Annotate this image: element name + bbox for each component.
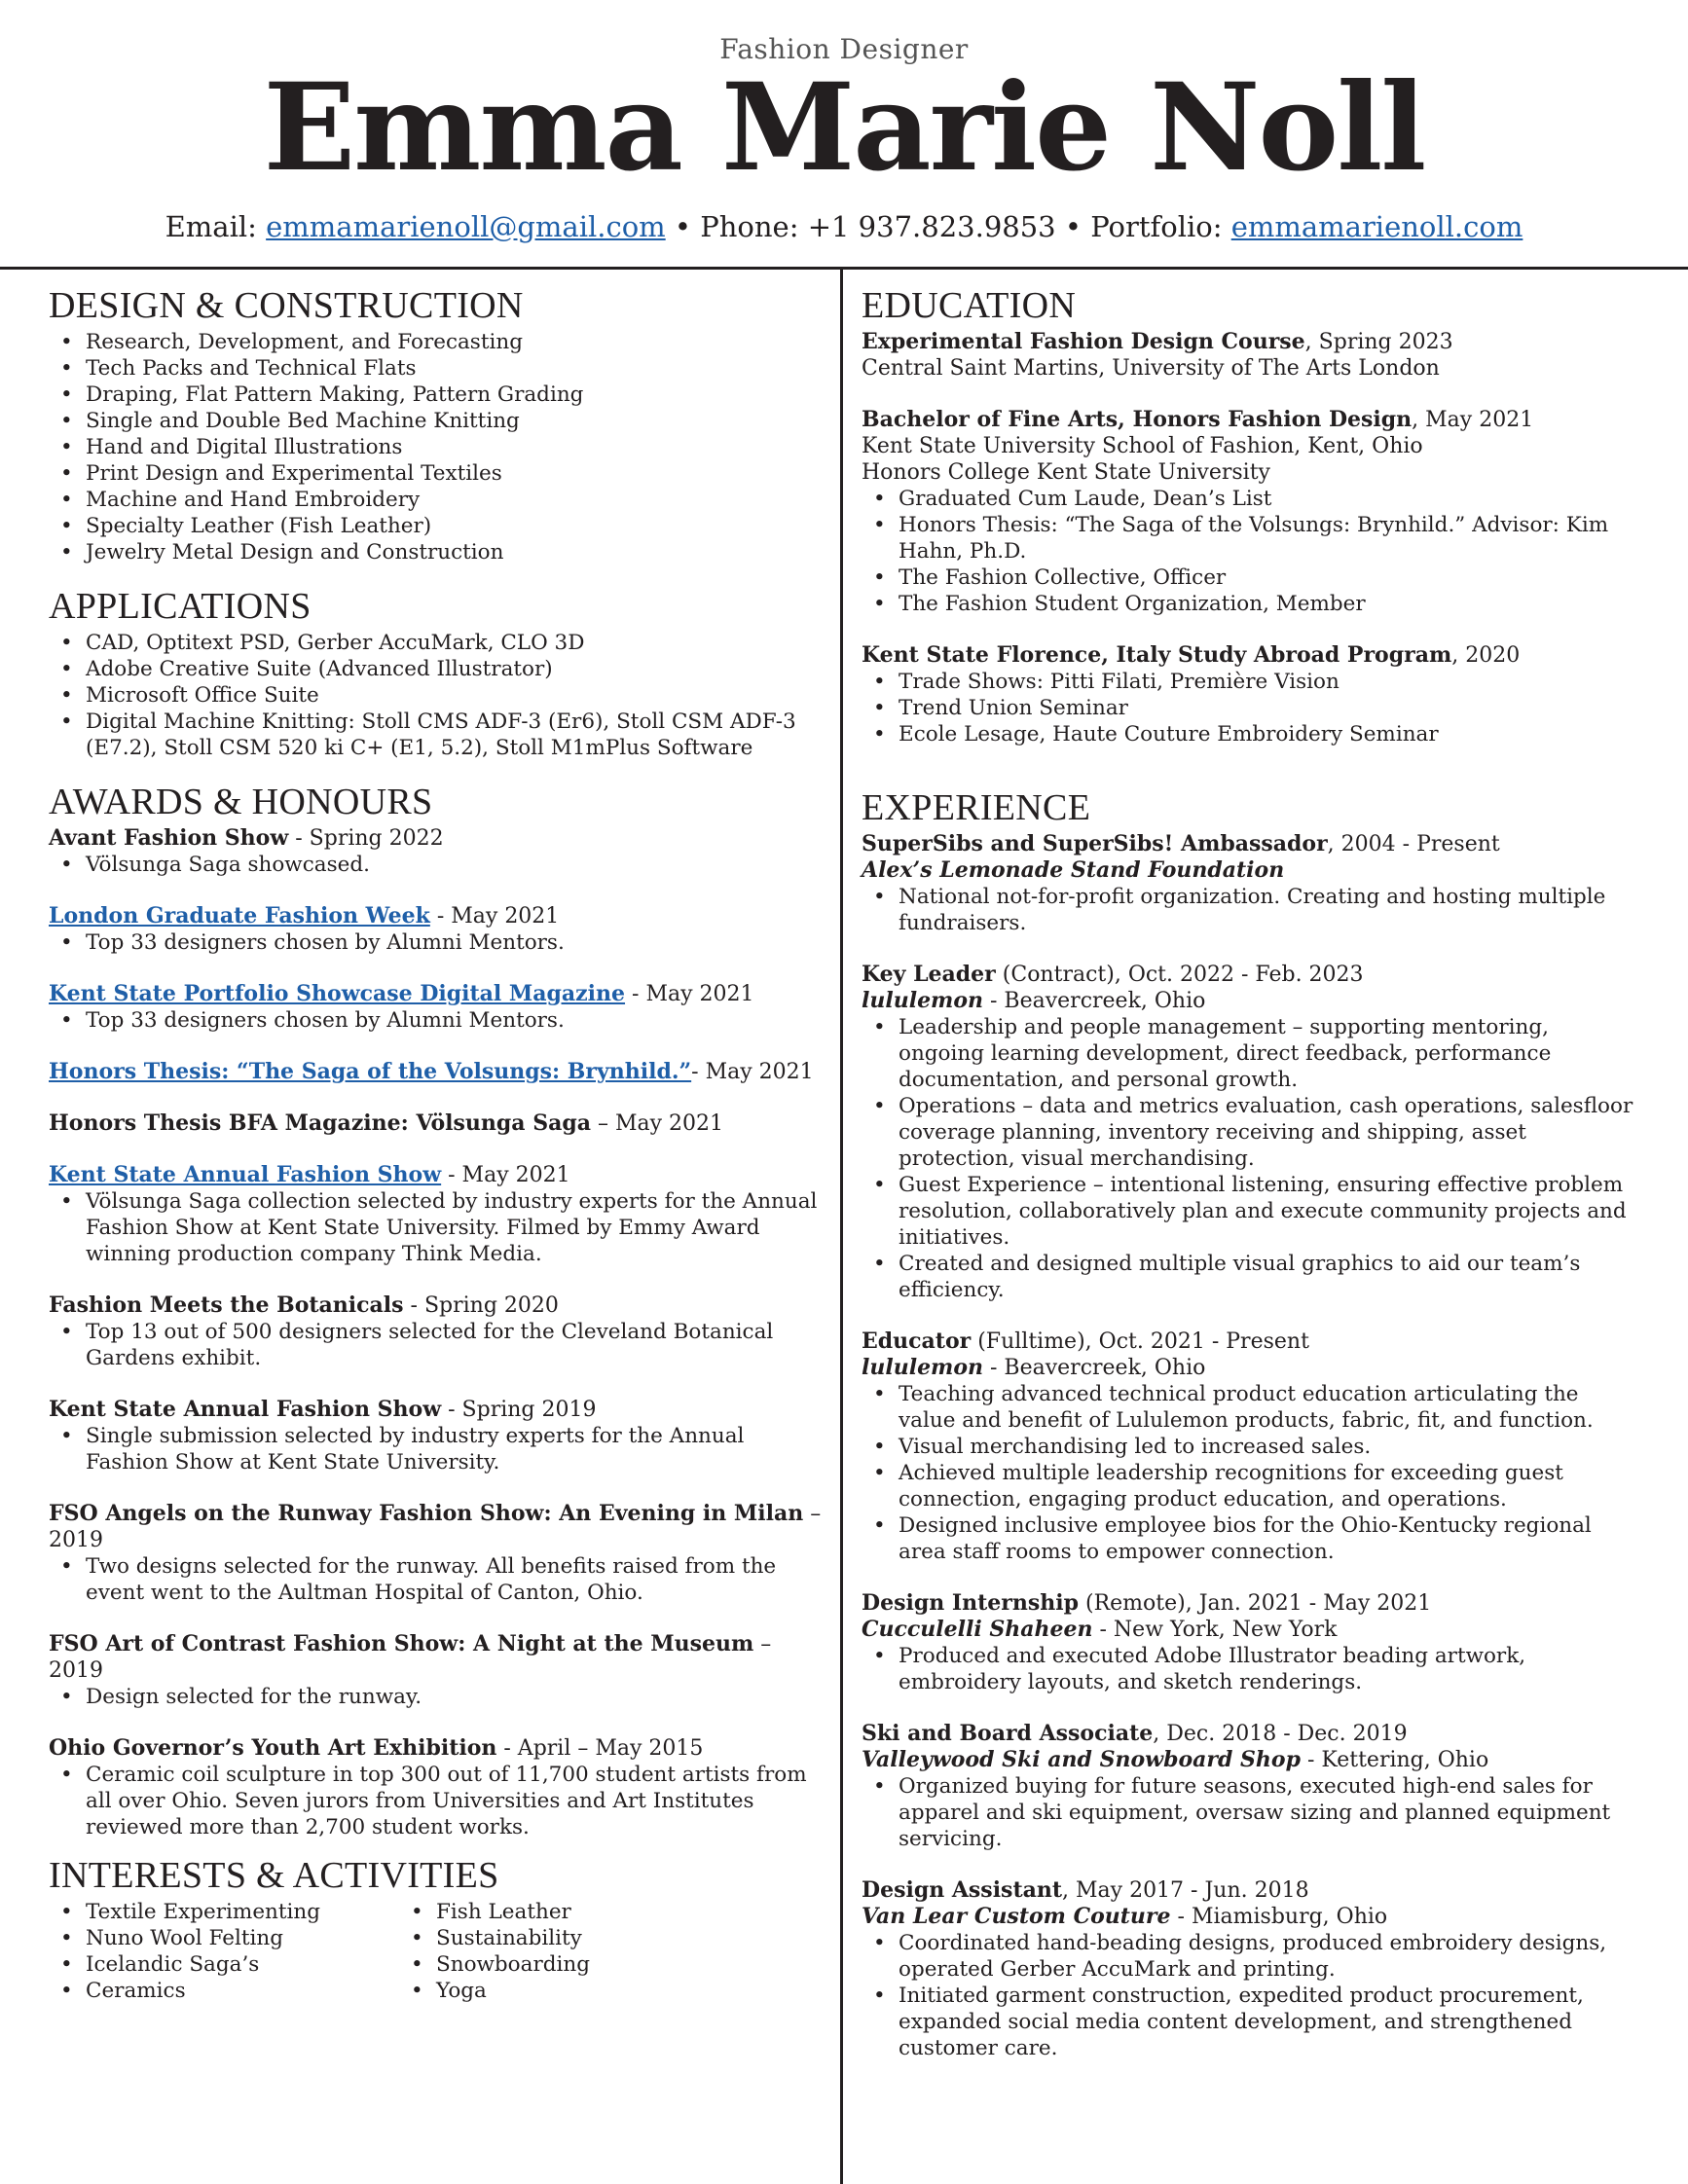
job-title-line <box>862 962 1640 988</box>
list-item: • Ceramics <box>49 1978 399 2004</box>
education-date: , 2020 <box>1451 643 1521 668</box>
interests-list-2 <box>399 1899 750 2004</box>
list-item: • Two designs selected for the runway. All benefits raised from the event went to the Aultman Hospital of Canton, Ohio. <box>49 1553 827 1606</box>
resume-header <box>0 0 1688 269</box>
job-bullets <box>862 1643 1640 1695</box>
list-item: • Leadership and people management – supporting mentoring, ongoing learning development, direct feedback, performance documentation, and personal growth. <box>862 1014 1640 1093</box>
section-title: AWARDS & HONOURS <box>49 782 433 822</box>
list-item: • Machine and Hand Embroidery <box>49 487 827 513</box>
list-item: • Guest Experience – intentional listening, ensuring effective problem resolution, collaboratively plan and execute community projects and initiatives. <box>862 1172 1640 1251</box>
job-location: - Kettering, Ohio <box>1300 1748 1489 1772</box>
award-bullets <box>49 1553 827 1606</box>
experience-entry <box>862 1877 1640 2061</box>
award-bullets <box>49 1423 827 1475</box>
list-item: • Graduated Cum Laude, Dean’s List <box>862 486 1640 512</box>
interests-list-1 <box>49 1899 399 2004</box>
job-type: (Remote) <box>1079 1591 1186 1616</box>
section-title: EDUCATION <box>862 285 1077 326</box>
list-item: • Hand and Digital Illustrations <box>49 434 827 460</box>
award-title: Ohio Governor’s Youth Art Exhibition <box>49 1735 497 1761</box>
award-title-line <box>49 1292 827 1319</box>
degree-title: Kent State Florence, Italy Study Abroad Program <box>862 642 1452 668</box>
job-location: - Beavercreek, Ohio <box>983 1356 1206 1380</box>
column-divider <box>840 269 843 2184</box>
list-item: • The Fashion Collective, Officer <box>862 564 1640 591</box>
list-item: • Achieved multiple leadership recognitions for exceeding guest connection, engaging product education, and operations. <box>862 1460 1640 1512</box>
award-bullets <box>49 1684 827 1710</box>
award-entry <box>49 903 827 956</box>
award-entry <box>49 1162 827 1267</box>
experience-entry <box>862 1590 1640 1695</box>
list-item: • Tech Packs and Technical Flats <box>49 355 827 382</box>
list-item: • Coordinated hand-beading designs, produced embroidery designs, operated Gerber AccuMark and printing. <box>862 1930 1640 1983</box>
list-item: • Draping, Flat Pattern Making, Pattern Grading <box>49 382 827 408</box>
list-item: • Jewelry Metal Design and Construction <box>49 539 827 565</box>
award-title-line <box>49 1735 827 1762</box>
list-item: • Honors Thesis: “The Saga of the Volsungs: Brynhild.” Advisor: Kim Hahn, Ph.D. <box>862 512 1640 564</box>
award-bullets <box>49 1007 827 1034</box>
degree-title: Experimental Fashion Design Course <box>862 329 1305 354</box>
education-entries <box>862 329 1640 747</box>
job-date: , May 2017 - Jun. 2018 <box>1062 1878 1309 1903</box>
list-item: • Top 33 designers chosen by Alumni Mentors. <box>49 929 827 956</box>
award-title-line <box>49 1397 827 1423</box>
list-item: • Initiated garment construction, expedited product procurement, expanded social media content development, and strengthened customer care. <box>862 1983 1640 2061</box>
section-title: EXPERIENCE <box>862 787 1091 828</box>
list-item: • Top 33 designers chosen by Alumni Mentors. <box>49 1007 827 1034</box>
job-title-line <box>862 1877 1640 1904</box>
award-bullets <box>49 929 827 956</box>
job-date: , 2004 - Present <box>1327 832 1500 856</box>
list-item: • Specialty Leather (Fish Leather) <box>49 513 827 539</box>
phone-number: +1 937.823.9853 <box>807 210 1056 243</box>
job-role: Fashion Designer <box>719 33 969 65</box>
award-link[interactable]: Honors Thesis: “The Saga of the Volsungs: Brynhild.” <box>49 1059 692 1084</box>
interests-section <box>49 1854 827 2004</box>
education-bullets <box>862 669 1640 747</box>
award-date: - May 2021 <box>625 982 754 1006</box>
award-date: – May 2021 <box>590 1111 724 1136</box>
separator: • <box>665 210 701 243</box>
award-date: – 2019 <box>49 1632 772 1683</box>
employer-line <box>862 1355 1640 1381</box>
award-title-line <box>49 903 827 929</box>
separator: • <box>1055 210 1091 243</box>
list-item: • Trend Union Seminar <box>862 695 1640 721</box>
award-date: - May 2021 <box>691 1060 814 1084</box>
list-item: • Designed inclusive employee bios for the Ohio-Kentucky regional area staff rooms to empower connection. <box>862 1512 1640 1565</box>
job-title-line <box>862 1329 1640 1355</box>
award-title-line <box>49 825 827 852</box>
awards-section <box>49 781 827 1840</box>
job-date: , Oct. 2022 - Feb. 2023 <box>1114 963 1364 987</box>
award-bullets <box>49 852 827 878</box>
employer-name: lululemon <box>862 1355 984 1380</box>
award-entry <box>49 1397 827 1475</box>
education-title-line <box>862 642 1640 669</box>
job-location: - Beavercreek, Ohio <box>983 989 1206 1013</box>
list-item: • Design selected for the runway. <box>49 1684 827 1710</box>
job-location: - Miamisburg, Ohio <box>1170 1905 1388 1929</box>
interests-columns <box>49 1899 827 2004</box>
email-link[interactable]: emmamarienoll@gmail.com <box>266 210 666 243</box>
list-item: • Digital Machine Knitting: Stoll CMS ADF-3 (Er6), Stoll CSM ADF-3 (E7.2), Stoll CSM 520 ki C+ (E1, 5.2), Stoll M1mPlus Software <box>49 709 827 761</box>
job-bullets <box>862 1381 1640 1565</box>
list-item: • Microsoft Office Suite <box>49 682 827 709</box>
award-title-line <box>49 981 827 1007</box>
list-item: • The Fashion Student Organization, Member <box>862 591 1640 617</box>
award-entry <box>49 1501 827 1606</box>
award-title: Fashion Meets the Botanicals <box>49 1292 404 1318</box>
job-title-line <box>862 1721 1640 1747</box>
institution: Honors College Kent State University <box>862 460 1270 485</box>
list-item: • Adobe Creative Suite (Advanced Illustrator) <box>49 656 827 682</box>
job-bullets <box>862 1773 1640 1852</box>
award-date: - Spring 2022 <box>288 826 444 851</box>
award-link[interactable]: London Graduate Fashion Week <box>49 903 430 928</box>
award-bullets <box>49 1762 827 1840</box>
job-title-line <box>862 1590 1640 1617</box>
design-section <box>49 284 827 565</box>
award-date: - Spring 2019 <box>441 1398 597 1422</box>
section-title: INTERESTS & ACTIVITIES <box>49 1855 499 1896</box>
list-item: • Research, Development, and Forecasting <box>49 329 827 355</box>
employer-name: Alex’s Lemonade Stand Foundation <box>862 857 1285 883</box>
list-item: • National not-for-profit organization. Creating and hosting multiple fundraisers. <box>862 884 1640 936</box>
education-title-line <box>862 407 1640 433</box>
job-title: Design Internship <box>862 1590 1080 1616</box>
list-item: • Single and Double Bed Machine Knitting <box>49 408 827 434</box>
job-title: Design Assistant <box>862 1877 1063 1903</box>
employer-line <box>862 1747 1640 1773</box>
award-link[interactable]: Kent State Portfolio Showcase Digital Magazine <box>49 981 626 1006</box>
job-type: (Contract) <box>995 963 1115 987</box>
award-link[interactable]: Kent State Annual Fashion Show <box>49 1162 442 1187</box>
award-date: - May 2021 <box>441 1163 570 1187</box>
employer-name: Valleywood Ski and Snowboard Shop <box>862 1747 1301 1772</box>
award-entry <box>49 1292 827 1371</box>
experience-entry <box>862 831 1640 936</box>
employer-line <box>862 857 1640 884</box>
list-item: • Sustainability <box>399 1925 750 1951</box>
award-title-line <box>49 1162 827 1188</box>
header-divider <box>0 267 1688 270</box>
right-column <box>862 284 1640 2087</box>
list-item: • Fish Leather <box>399 1899 750 1925</box>
award-title-line <box>49 1059 827 1085</box>
education-date: , Spring 2023 <box>1304 330 1453 354</box>
award-title: Kent State Annual Fashion Show <box>49 1397 442 1422</box>
list-item: • Yoga <box>399 1978 750 2004</box>
award-entry <box>49 981 827 1034</box>
section-title: DESIGN & CONSTRUCTION <box>49 285 524 326</box>
award-date: – 2019 <box>49 1502 822 1552</box>
experience-entry <box>862 962 1640 1303</box>
phone-label: Phone: <box>700 210 799 243</box>
award-title: FSO Angels on the Runway Fashion Show: An Evening in Milan <box>49 1501 804 1526</box>
award-title: Avant Fashion Show <box>49 825 289 851</box>
contact-line <box>0 210 1688 243</box>
institution: Central Saint Martins, University of The Arts London <box>862 356 1440 381</box>
degree-title: Bachelor of Fine Arts, Honors Fashion Design <box>862 407 1413 432</box>
job-title: Educator <box>862 1329 972 1354</box>
education-bullets <box>862 486 1640 617</box>
education-title-line <box>862 329 1640 355</box>
email-label: Email: <box>165 210 257 243</box>
award-date: - Spring 2020 <box>403 1293 559 1318</box>
employer-name: lululemon <box>862 988 984 1013</box>
left-column <box>49 284 827 2023</box>
list-item: • Visual merchandising led to increased sales. <box>862 1434 1640 1460</box>
job-title: Ski and Board Associate <box>862 1721 1154 1746</box>
education-section <box>862 284 1640 747</box>
list-item: • CAD, Optitext PSD, Gerber AccuMark, CLO 3D <box>49 630 827 656</box>
job-date: , Dec. 2018 - Dec. 2019 <box>1153 1722 1408 1746</box>
award-bullets <box>49 1188 827 1267</box>
job-bullets <box>862 1930 1640 2061</box>
experience-entries <box>862 831 1640 2061</box>
employer-line <box>862 1617 1640 1643</box>
experience-section <box>862 786 1640 2061</box>
list-item: • Single submission selected by industry experts for the Annual Fashion Show at Kent State University. <box>49 1423 827 1475</box>
institution: Kent State University School of Fashion, Kent, Ohio <box>862 434 1423 458</box>
list-item: • Ceramic coil sculpture in top 300 out of 11,700 student artists from all over Ohio. Seven jurors from Universities and Art Institutes reviewed more than 2,700 student works. <box>49 1762 827 1840</box>
employer-line <box>862 988 1640 1014</box>
list-item: • Teaching advanced technical product education articulating the value and benefit of Lululemon products, fabric, fit, and function. <box>862 1381 1640 1434</box>
award-title: Honors Thesis BFA Magazine: Völsunga Saga <box>49 1110 591 1136</box>
list-item: • Völsunga Saga showcased. <box>49 852 827 878</box>
award-entry <box>49 1059 827 1085</box>
list-item: • Ecole Lesage, Haute Couture Embroidery Seminar <box>862 721 1640 747</box>
applications-section <box>49 585 827 761</box>
job-date: , Oct. 2021 - Present <box>1084 1329 1309 1354</box>
job-date: , Jan. 2021 - May 2021 <box>1185 1591 1432 1616</box>
job-title-line <box>862 831 1640 857</box>
list-item: • Organized buying for future seasons, executed high-end sales for apparel and ski equipment, oversaw sizing and planned equipment servicing. <box>862 1773 1640 1852</box>
section-title: APPLICATIONS <box>49 586 312 627</box>
education-entry <box>862 407 1640 617</box>
list-item: • Trade Shows: Pitti Filati, Première Vision <box>862 669 1640 695</box>
employer-name: Van Lear Custom Couture <box>862 1904 1171 1929</box>
experience-entry <box>862 1721 1640 1852</box>
list-item: • Icelandic Saga’s <box>49 1951 399 1978</box>
education-date: , May 2021 <box>1412 408 1534 432</box>
employer-line <box>862 1904 1640 1930</box>
education-entry <box>862 329 1640 382</box>
applications-list <box>49 630 827 761</box>
job-type: (Fulltime) <box>971 1329 1085 1354</box>
list-item: • Textile Experimenting <box>49 1899 399 1925</box>
employer-name: Cucculelli Shaheen <box>862 1617 1093 1642</box>
job-title: Key Leader <box>862 962 996 987</box>
award-date: - April – May 2015 <box>496 1736 704 1761</box>
design-list <box>49 329 827 565</box>
education-entry <box>862 642 1640 747</box>
list-item: • Produced and executed Adobe Illustrator beading artwork, embroidery layouts, and sketch renderings. <box>862 1643 1640 1695</box>
award-entry <box>49 825 827 878</box>
awards-entries <box>49 825 827 1840</box>
job-title: SuperSibs and SuperSibs! Ambassador <box>862 831 1328 856</box>
list-item: • Völsunga Saga collection selected by industry experts for the Annual Fashion Show at Kent State University. Filmed by Emmy Award winning production company Think Media. <box>49 1188 827 1267</box>
award-title: FSO Art of Contrast Fashion Show: A Night at the Museum <box>49 1631 754 1656</box>
portfolio-label: Portfolio: <box>1090 210 1223 243</box>
list-item: • Top 13 out of 500 designers selected for the Cleveland Botanical Gardens exhibit. <box>49 1319 827 1371</box>
job-location: - New York, New York <box>1092 1618 1338 1642</box>
list-item: • Created and designed multiple visual graphics to aid our team’s efficiency. <box>862 1251 1640 1303</box>
award-title-line <box>49 1110 827 1137</box>
experience-entry <box>862 1329 1640 1565</box>
award-entry <box>49 1110 827 1137</box>
award-date: - May 2021 <box>429 904 560 928</box>
job-bullets <box>862 1014 1640 1303</box>
list-item: • Operations – data and metrics evaluation, cash operations, salesfloor coverage planning, inventory receiving and shipping, asset protection, visual merchandising. <box>862 1093 1640 1172</box>
job-bullets <box>862 884 1640 936</box>
candidate-name: Emma Marie Noll <box>263 57 1425 199</box>
award-entry <box>49 1631 827 1710</box>
award-bullets <box>49 1319 827 1371</box>
list-item: • Nuno Wool Felting <box>49 1925 399 1951</box>
list-item: • Print Design and Experimental Textiles <box>49 460 827 487</box>
portfolio-link[interactable]: emmamarienoll.com <box>1230 210 1523 243</box>
list-item: • Snowboarding <box>399 1951 750 1978</box>
award-title-line <box>49 1631 827 1684</box>
award-title-line <box>49 1501 827 1553</box>
award-entry <box>49 1735 827 1840</box>
